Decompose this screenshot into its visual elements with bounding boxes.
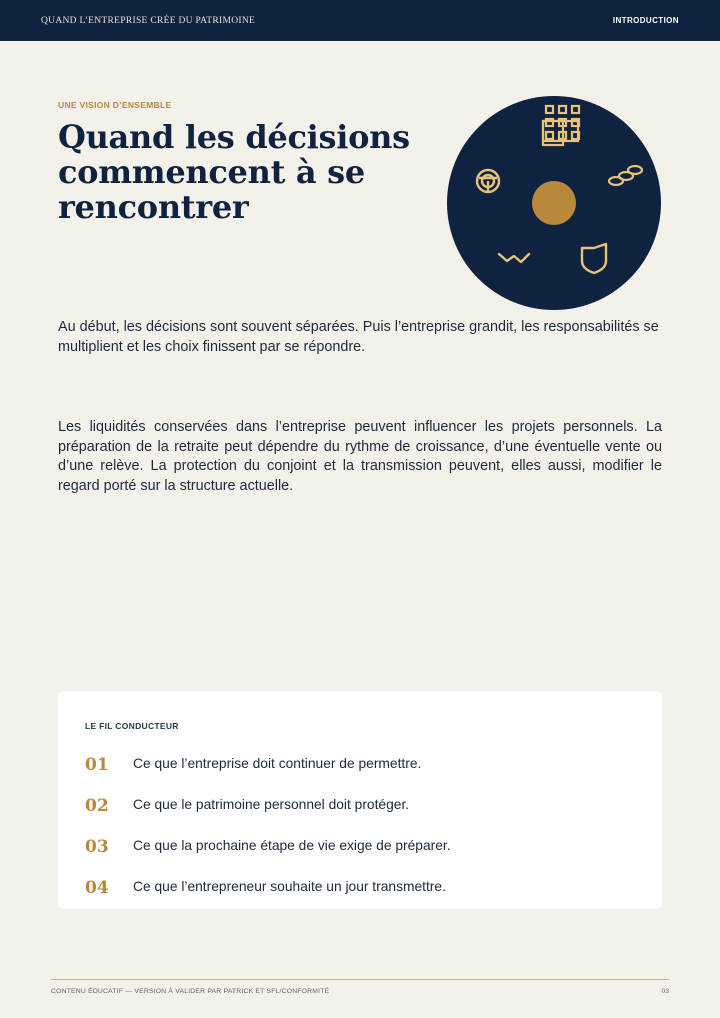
footer-divider: [51, 979, 669, 980]
item-text: Ce que la prochaine étape de vie exige de préparer.: [133, 837, 451, 853]
detail-paragraph: Les liquidités conservées dans l’entreprise peuvent influencer les projets personnels. La préparation de la retraite peut dépendre du rythme de croissance, d’une éventuelle vente ou d’une relève. La protection du conjoint et la transmission peuvent, elles aussi, modifier le regard porté sur la structure actuelle.: [58, 419, 662, 494]
list-item: [85, 874, 645, 898]
intro-paragraph: Au début, les décisions sont souvent séparées. Puis l’entreprise grandit, les responsabilités se multiplient et les choix finissent par se répondre.: [58, 319, 659, 355]
page-title: Quand les décisions commencent à se rencontrer: [58, 118, 410, 226]
item-text: Ce que l’entrepreneur souhaite un jour transmettre.: [133, 878, 446, 894]
list-item: [85, 792, 645, 816]
item-text: Ce que le patrimoine personnel doit protéger.: [133, 796, 410, 812]
emblem-illustration: [447, 96, 661, 310]
top-bar: [0, 0, 720, 41]
brand-title: QUAND L’ENTREPRISE CRÉE DU PATRIMOINE: [41, 15, 256, 26]
page-number: 03: [661, 988, 669, 995]
item-number: 03: [85, 837, 109, 857]
eyebrow-label: UNE VISION D’ENSEMBLE: [58, 100, 172, 110]
item-text: Ce que l’entreprise doit continuer de permettre.: [133, 755, 422, 771]
summary-card: [58, 691, 662, 909]
card-label: LE FIL CONDUCTEUR: [85, 721, 179, 731]
list-item: [85, 833, 645, 857]
section-label: INTRODUCTION: [612, 16, 679, 25]
item-number: 01: [85, 755, 109, 775]
footer-disclaimer: CONTENU ÉDUCATIF — VERSION À VALIDER PAR PATRICK ET SFL/CONFORMITÉ: [51, 988, 330, 995]
item-number: 04: [85, 878, 109, 898]
emblem-center-dot: [532, 181, 576, 225]
list-item: [85, 751, 645, 775]
item-number: 02: [85, 796, 109, 816]
